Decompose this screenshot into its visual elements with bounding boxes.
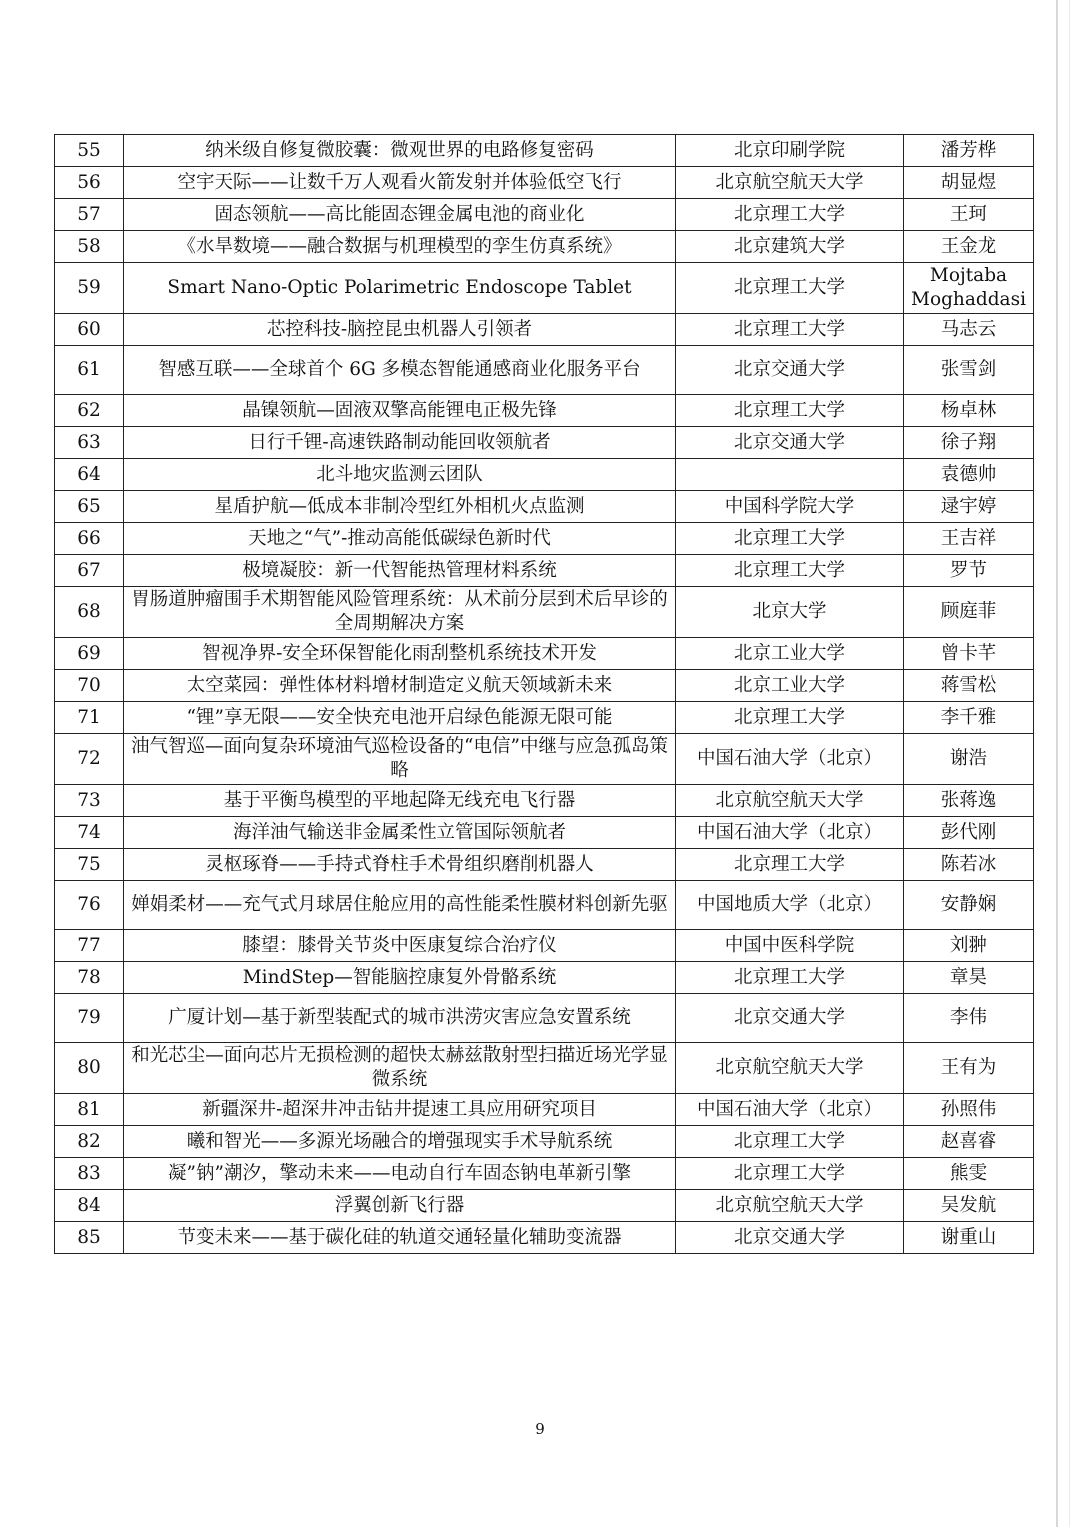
project-name-cell: 智感互联——全球首个 6G 多模态智能通感商业化服务平台	[124, 346, 676, 395]
row-number-cell: 71	[55, 702, 124, 734]
row-number-cell: 82	[55, 1126, 124, 1158]
leader-cell: 吴发航	[904, 1190, 1034, 1222]
project-name-cell: 节变未来——基于碳化硅的轨道交通轻量化辅助变流器	[124, 1222, 676, 1254]
table-row	[55, 1126, 1034, 1158]
project-list-table	[54, 134, 1034, 1254]
school-cell: 北京航空航天大学	[676, 1190, 904, 1222]
table-row	[55, 491, 1034, 523]
project-name-cell: 太空菜园：弹性体材料增材制造定义航天领域新未来	[124, 670, 676, 702]
school-cell: 北京理工大学	[676, 849, 904, 881]
school-cell: 北京理工大学	[676, 1126, 904, 1158]
table-row	[55, 427, 1034, 459]
row-number-cell: 78	[55, 962, 124, 994]
leader-cell: 谢重山	[904, 1222, 1034, 1254]
leader-cell: 罗节	[904, 555, 1034, 587]
project-name-cell: MindStep—智能脑控康复外骨骼系统	[124, 962, 676, 994]
table-row	[55, 199, 1034, 231]
project-name-cell: 胃肠道肿瘤围手术期智能风险管理系统：从术前分层到术后早诊的全周期解决方案	[124, 587, 676, 638]
table-row	[55, 1043, 1034, 1094]
school-cell: 北京理工大学	[676, 702, 904, 734]
project-name-cell: 固态领航——高比能固态锂金属电池的商业化	[124, 199, 676, 231]
table-row	[55, 555, 1034, 587]
project-name-cell: 广厦计划—基于新型装配式的城市洪涝灾害应急安置系统	[124, 994, 676, 1043]
leader-cell: 赵喜睿	[904, 1126, 1034, 1158]
school-cell	[676, 459, 904, 491]
leader-cell: 曾卡芊	[904, 638, 1034, 670]
row-number-cell: 62	[55, 395, 124, 427]
leader-cell: 王有为	[904, 1043, 1034, 1094]
project-name-cell: 智视净界-安全环保智能化雨刮整机系统技术开发	[124, 638, 676, 670]
leader-cell: 张蒋逸	[904, 785, 1034, 817]
row-number-cell: 80	[55, 1043, 124, 1094]
row-number-cell: 74	[55, 817, 124, 849]
project-name-cell: 和光芯尘—面向芯片无损检测的超快太赫兹散射型扫描近场光学显微系统	[124, 1043, 676, 1094]
project-list-body	[55, 135, 1034, 1254]
leader-cell: 彭代刚	[904, 817, 1034, 849]
leader-cell: 李伟	[904, 994, 1034, 1043]
row-number-cell: 83	[55, 1158, 124, 1190]
row-number-cell: 65	[55, 491, 124, 523]
row-number-cell: 72	[55, 734, 124, 785]
row-number-cell: 58	[55, 231, 124, 263]
row-number-cell: 75	[55, 849, 124, 881]
leader-cell: 潘芳桦	[904, 135, 1034, 167]
project-name-cell: 芯控科技-脑控昆虫机器人引领者	[124, 314, 676, 346]
row-number-cell: 55	[55, 135, 124, 167]
leader-cell: 马志云	[904, 314, 1034, 346]
leader-cell: 杨卓林	[904, 395, 1034, 427]
table-row	[55, 1222, 1034, 1254]
project-name-cell: Smart Nano-Optic Polarimetric Endoscope Tablet	[124, 263, 676, 314]
leader-cell: 陈若冰	[904, 849, 1034, 881]
leader-cell: 袁德帅	[904, 459, 1034, 491]
project-name-cell: 星盾护航—低成本非制冷型红外相机火点监测	[124, 491, 676, 523]
school-cell: 北京航空航天大学	[676, 1043, 904, 1094]
project-name-cell: 空宇天际——让数千万人观看火箭发射并体验低空飞行	[124, 167, 676, 199]
project-name-cell: 海洋油气输送非金属柔性立管国际领航者	[124, 817, 676, 849]
table-row	[55, 231, 1034, 263]
project-name-cell: 北斗地灾监测云团队	[124, 459, 676, 491]
project-name-cell: 日行千锂-高速铁路制动能回收领航者	[124, 427, 676, 459]
project-name-cell: “锂”享无限——安全快充电池开启绿色能源无限可能	[124, 702, 676, 734]
leader-cell: 刘翀	[904, 930, 1034, 962]
table-row	[55, 734, 1034, 785]
leader-cell: 王吉祥	[904, 523, 1034, 555]
school-cell: 中国石油大学（北京）	[676, 817, 904, 849]
school-cell: 北京交通大学	[676, 427, 904, 459]
school-cell: 北京理工大学	[676, 1158, 904, 1190]
scan-edge-shadow-secondary	[1069, 0, 1070, 1527]
leader-cell: 孙照伟	[904, 1094, 1034, 1126]
school-cell: 北京工业大学	[676, 638, 904, 670]
project-name-cell: 纳米级自修复微胶囊：微观世界的电路修复密码	[124, 135, 676, 167]
school-cell: 中国中医科学院	[676, 930, 904, 962]
table-row	[55, 1158, 1034, 1190]
school-cell: 北京理工大学	[676, 263, 904, 314]
school-cell: 北京理工大学	[676, 395, 904, 427]
row-number-cell: 70	[55, 670, 124, 702]
row-number-cell: 61	[55, 346, 124, 395]
school-cell: 北京航空航天大学	[676, 785, 904, 817]
project-name-cell: 新疆深井-超深井冲击钻井提速工具应用研究项目	[124, 1094, 676, 1126]
leader-cell: 顾庭菲	[904, 587, 1034, 638]
school-cell: 北京交通大学	[676, 994, 904, 1043]
table-row	[55, 817, 1034, 849]
table-row	[55, 930, 1034, 962]
school-cell: 北京交通大学	[676, 346, 904, 395]
project-name-cell: 凝”钠”潮汐，擎动未来——电动自行车固态钠电革新引擎	[124, 1158, 676, 1190]
table-row	[55, 849, 1034, 881]
table-row	[55, 346, 1034, 395]
school-cell: 北京理工大学	[676, 962, 904, 994]
school-cell: 北京航空航天大学	[676, 167, 904, 199]
project-name-cell: 浮翼创新飞行器	[124, 1190, 676, 1222]
school-cell: 北京工业大学	[676, 670, 904, 702]
school-cell: 中国地质大学（北京）	[676, 881, 904, 930]
table-row	[55, 314, 1034, 346]
project-name-cell: 膝望：膝骨关节炎中医康复综合治疗仪	[124, 930, 676, 962]
leader-cell: 章昊	[904, 962, 1034, 994]
row-number-cell: 57	[55, 199, 124, 231]
table-row	[55, 459, 1034, 491]
scan-edge-shadow	[1056, 0, 1058, 1527]
row-number-cell: 64	[55, 459, 124, 491]
table-row	[55, 395, 1034, 427]
leader-cell: Mojtaba Moghaddasi	[904, 263, 1034, 314]
leader-cell: 徐子翔	[904, 427, 1034, 459]
row-number-cell: 66	[55, 523, 124, 555]
school-cell: 北京大学	[676, 587, 904, 638]
row-number-cell: 56	[55, 167, 124, 199]
table-row	[55, 881, 1034, 930]
school-cell: 北京理工大学	[676, 523, 904, 555]
row-number-cell: 67	[55, 555, 124, 587]
table-row	[55, 135, 1034, 167]
school-cell: 北京理工大学	[676, 314, 904, 346]
row-number-cell: 84	[55, 1190, 124, 1222]
row-number-cell: 81	[55, 1094, 124, 1126]
school-cell: 北京建筑大学	[676, 231, 904, 263]
row-number-cell: 79	[55, 994, 124, 1043]
table-row	[55, 1190, 1034, 1222]
project-name-cell: 曦和智光——多源光场融合的增强现实手术导航系统	[124, 1126, 676, 1158]
row-number-cell: 63	[55, 427, 124, 459]
leader-cell: 胡显煜	[904, 167, 1034, 199]
project-name-cell: 灵枢琢脊——手持式脊柱手术骨组织磨削机器人	[124, 849, 676, 881]
leader-cell: 蒋雪松	[904, 670, 1034, 702]
project-name-cell: 极境凝胶：新一代智能热管理材料系统	[124, 555, 676, 587]
leader-cell: 谢浩	[904, 734, 1034, 785]
leader-cell: 王珂	[904, 199, 1034, 231]
row-number-cell: 76	[55, 881, 124, 930]
project-name-cell: 基于平衡鸟模型的平地起降无线充电飞行器	[124, 785, 676, 817]
row-number-cell: 77	[55, 930, 124, 962]
school-cell: 中国石油大学（北京）	[676, 1094, 904, 1126]
school-cell: 北京理工大学	[676, 199, 904, 231]
table-row	[55, 785, 1034, 817]
row-number-cell: 85	[55, 1222, 124, 1254]
table-row	[55, 638, 1034, 670]
row-number-cell: 60	[55, 314, 124, 346]
project-name-cell: 天地之“气”-推动高能低碳绿色新时代	[124, 523, 676, 555]
table-row	[55, 670, 1034, 702]
table-row	[55, 994, 1034, 1043]
table-row	[55, 167, 1034, 199]
school-cell: 北京交通大学	[676, 1222, 904, 1254]
project-name-cell: 油气智巡—面向复杂环境油气巡检设备的“电信”中继与应急孤岛策略	[124, 734, 676, 785]
table-row	[55, 962, 1034, 994]
table-row	[55, 523, 1034, 555]
school-cell: 北京理工大学	[676, 555, 904, 587]
leader-cell: 张雪剑	[904, 346, 1034, 395]
row-number-cell: 68	[55, 587, 124, 638]
project-name-cell: 晶镍领航—固液双擎高能锂电正极先锋	[124, 395, 676, 427]
project-name-cell: 《水旱数境——融合数据与机理模型的孪生仿真系统》	[124, 231, 676, 263]
leader-cell: 安静娴	[904, 881, 1034, 930]
row-number-cell: 69	[55, 638, 124, 670]
project-name-cell: 婵娟柔材——充气式月球居住舱应用的高性能柔性膜材料创新先驱	[124, 881, 676, 930]
table-row	[55, 1094, 1034, 1126]
leader-cell: 熊雯	[904, 1158, 1034, 1190]
leader-cell: 逯宇婷	[904, 491, 1034, 523]
table-row	[55, 702, 1034, 734]
leader-cell: 王金龙	[904, 231, 1034, 263]
row-number-cell: 73	[55, 785, 124, 817]
row-number-cell: 59	[55, 263, 124, 314]
table-row	[55, 587, 1034, 638]
page-number: 9	[535, 1420, 545, 1438]
table-row	[55, 263, 1034, 314]
leader-cell: 李千雅	[904, 702, 1034, 734]
school-cell: 中国科学院大学	[676, 491, 904, 523]
school-cell: 北京印刷学院	[676, 135, 904, 167]
school-cell: 中国石油大学（北京）	[676, 734, 904, 785]
